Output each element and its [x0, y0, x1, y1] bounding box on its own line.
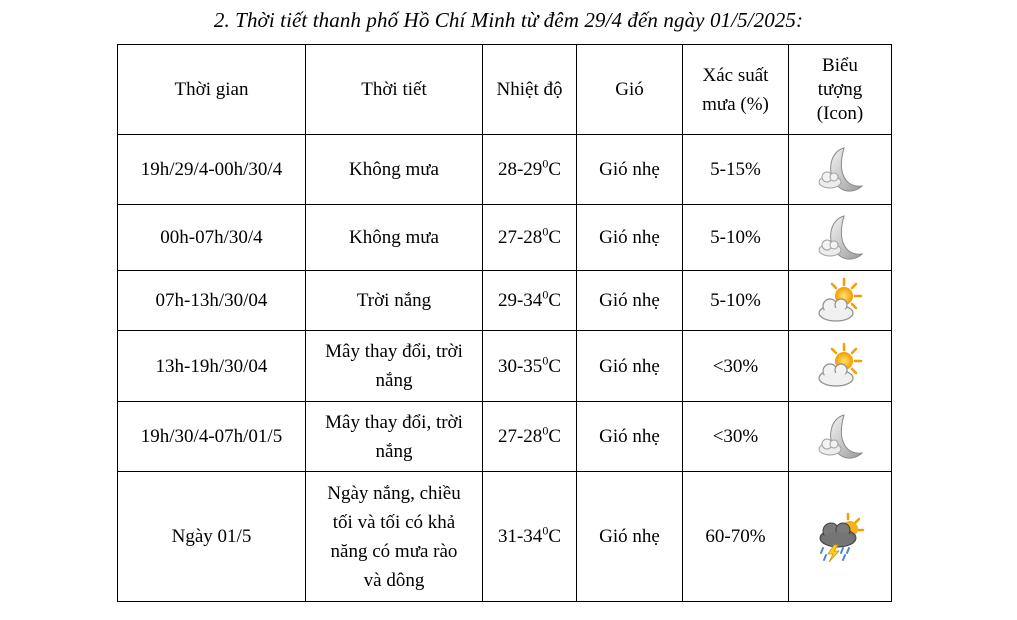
header-icon: [789, 45, 892, 135]
cell-weather-line: nắng: [375, 370, 413, 391]
temp-range: 27-28: [497, 426, 543, 447]
sun-cloud-icon: [814, 275, 866, 327]
cell-temp: [483, 331, 577, 402]
cell-weather-line: nắng: [375, 440, 413, 462]
moon-cloud-icon: [814, 144, 866, 196]
cell-rain: <30%: [683, 402, 789, 472]
header-weather: Thời tiết: [306, 45, 483, 135]
cell-wind: Gió nhẹ: [577, 331, 683, 402]
cell-weather-line: Trời nắng: [356, 290, 432, 311]
forecast-table: [117, 44, 892, 602]
page-title: 2. Thời tiết thanh phố Hồ Chí Minh từ đêm 29/4 đến ngày 01/5/2025:: [213, 8, 804, 32]
header-rain-line1: Xác suất: [702, 64, 769, 86]
cell-icon: [789, 331, 892, 402]
temp-unit: C: [548, 290, 561, 311]
temp-unit: C: [548, 526, 561, 547]
cell-weather-line: Ngày nắng, chiều: [327, 482, 461, 504]
cell-wind: Gió nhẹ: [577, 135, 683, 205]
temp-unit: C: [548, 426, 561, 447]
cell-icon: [789, 402, 892, 472]
table-row: [118, 205, 892, 271]
cell-weather-line: Không mưa: [349, 227, 439, 248]
thunderstorm-icon: [814, 511, 866, 563]
temp-unit: C: [548, 159, 561, 180]
cell-weather: [306, 472, 483, 602]
header-temp: Nhiệt độ: [483, 45, 577, 135]
cell-temp: [483, 271, 577, 331]
degree-sign: 0: [542, 523, 549, 538]
degree-sign: 0: [542, 156, 549, 171]
cell-temp: [483, 205, 577, 271]
cell-wind: Gió nhẹ: [577, 402, 683, 472]
cell-weather: [306, 331, 483, 402]
cell-temp: [483, 135, 577, 205]
temp-range: 28-29: [497, 159, 543, 180]
temp-unit: C: [548, 355, 561, 377]
temp-range: 30-35: [497, 355, 543, 377]
moon-cloud-icon: [814, 411, 866, 463]
cell-time: 07h-13h/30/04: [118, 271, 306, 331]
cell-weather-line: Mây thay đổi, trời: [325, 341, 463, 362]
degree-sign: 0: [542, 287, 549, 302]
table-row: [118, 135, 892, 205]
cell-time: Ngày 01/5: [118, 472, 306, 602]
cell-wind: Gió nhẹ: [577, 205, 683, 271]
degree-sign: 0: [542, 224, 549, 239]
cell-weather: [306, 271, 483, 331]
table-row: [118, 331, 892, 402]
table-row: [118, 271, 892, 331]
temp-range: 31-34: [497, 526, 543, 547]
cell-rain: 60-70%: [683, 472, 789, 602]
temp-range: 27-28: [497, 227, 543, 248]
header-icon-line1: Biểu: [822, 54, 858, 76]
table-header-row: [118, 45, 892, 135]
moon-cloud-icon: [814, 212, 866, 264]
cell-weather: [306, 135, 483, 205]
cell-time: 00h-07h/30/4: [118, 205, 306, 271]
cell-icon: [789, 205, 892, 271]
temp-range: 29-34: [497, 290, 543, 311]
header-icon-line2: tượng: [817, 78, 863, 100]
cell-weather-line: năng có mưa rào: [330, 540, 458, 562]
table-row: [118, 402, 892, 472]
cell-rain: 5-15%: [683, 135, 789, 205]
table-row: [118, 472, 892, 602]
cell-weather: [306, 205, 483, 271]
cell-weather: [306, 402, 483, 472]
cell-weather-line: tối và tối có khả: [332, 511, 456, 533]
cell-time: 19h/30/4-07h/01/5: [118, 402, 306, 472]
temp-unit: C: [548, 227, 561, 248]
cell-rain: 5-10%: [683, 205, 789, 271]
degree-sign: 0: [542, 423, 549, 438]
cell-rain: 5-10%: [683, 271, 789, 331]
header-icon-line3: (Icon): [816, 102, 864, 124]
cell-icon: [789, 472, 892, 602]
cell-rain: <30%: [683, 331, 789, 402]
cell-wind: Gió nhẹ: [577, 271, 683, 331]
cell-icon: [789, 135, 892, 205]
cell-icon: [789, 271, 892, 331]
header-rain-line2: mưa (%): [702, 93, 769, 115]
cell-time: 13h-19h/30/04: [118, 331, 306, 402]
cell-weather-line: Mây thay đổi, trời: [325, 411, 463, 433]
header-time: Thời gian: [118, 45, 306, 135]
header-wind: Gió: [577, 45, 683, 135]
cell-temp: [483, 472, 577, 602]
degree-sign: 0: [542, 353, 549, 368]
cell-weather-line: Không mưa: [349, 159, 439, 180]
cell-temp: [483, 402, 577, 472]
cell-wind: Gió nhẹ: [577, 472, 683, 602]
sun-cloud-icon: [814, 340, 866, 392]
cell-time: 19h/29/4-00h/30/4: [118, 135, 306, 205]
cell-weather-line: và dông: [363, 569, 425, 591]
header-rain: [683, 45, 789, 135]
